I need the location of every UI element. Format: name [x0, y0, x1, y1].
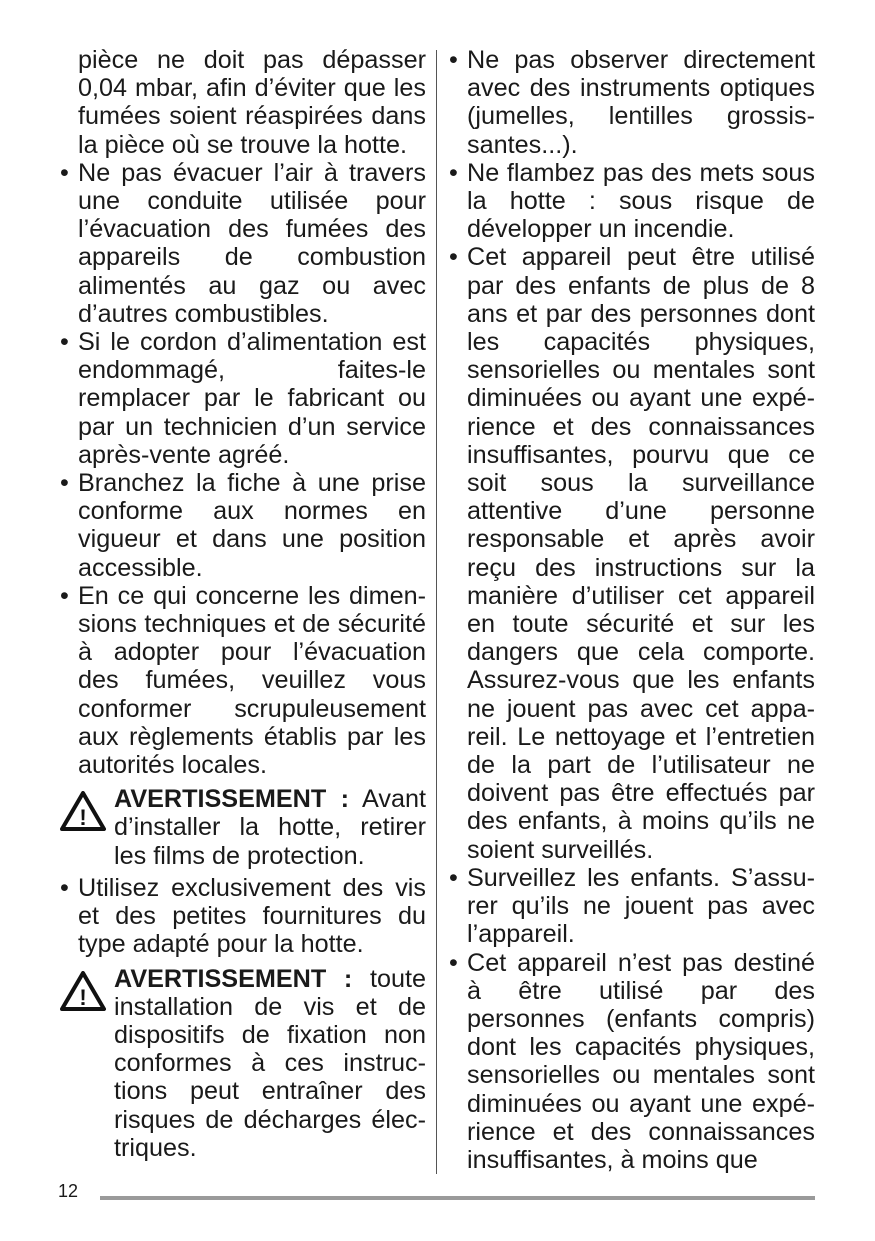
bullet-item	[447, 864, 815, 949]
warning-label: AVERTISSEMENT :	[114, 785, 350, 814]
page-number: 12	[58, 1181, 79, 1201]
left-column	[58, 46, 426, 1166]
bullet-item	[58, 328, 426, 469]
bullet-text: Utilisez exclusivement des vis et des petites fournitures du type adapté pour la hotte.	[78, 873, 426, 959]
warning-triangle-icon	[60, 791, 106, 831]
bullet-text: Cet appareil peut être utilisé par des enfants de plus de 8 ans et par des personnes dont les capacités physiques, sensorielles ou mentales sont diminuées ou ayant une expérience et des connaissances insuffisantes, pourvu que ce soit sous la surveillance attentive d’une personne responsable et après avoir reçu des instructions sur la manière d’utiliser cet appareil en toute sécurité et sur les dangers que cela comporte. Assurez-vous que les enfants ne jouent pas avec cet appareil. Le nettoyage et l’entretien de la part de l’utilisateur ne doivent pas être effectués par des enfants, à moins qu’ils ne soient surveillés.	[467, 243, 815, 864]
bullet-symbol: •	[60, 581, 69, 610]
warning-glyph: !	[79, 984, 87, 1010]
bullet-text: Si le cordon d’alimentation est endommagé, faites-le remplacer par le fabricant ou par un technicien d’un service après-vente agréé.	[78, 328, 426, 469]
intro-paragraph: pièce ne doit pas dépasser 0,04 mbar, afin d’éviter que les fumées soient réaspirées dans la pièce où se trouve la hotte.	[78, 46, 426, 159]
bullet-item	[447, 243, 815, 863]
bullet-text: Ne pas évacuer l’air à travers une conduite utilisée pour l’évacuation des fumées des appareils de combustion alimentés au gaz ou avec d’autres combustibles.	[78, 158, 426, 328]
bullet-symbol: •	[60, 158, 69, 187]
warning-block	[58, 965, 426, 1162]
bullet-text: Ne flambez pas des mets sous la hotte : sous risque de développer un incendie.	[467, 158, 815, 244]
bullet-symbol: •	[60, 328, 69, 357]
warning-text: toute installation de vis et de dispositifs de fixation non conformes à ces instructions peut entraîner des risques de décharges électriques.	[114, 964, 426, 1162]
footer-rule	[100, 1196, 815, 1200]
bullet-item	[58, 469, 426, 582]
column-divider	[436, 50, 437, 1174]
warning-triangle-icon	[60, 971, 106, 1011]
bullet-text: Surveillez les enfants. S’assurer qu’ils ne jouent pas avec l’appareil.	[467, 863, 815, 949]
bullet-text: Cet appareil n’est pas destiné à être utilisé par des personnes (enfants compris) dont les capacités physiques, sensorielles ou mentales sont diminuées ou ayant une expérience et des connaissances insuffisantes, à moins que	[467, 948, 815, 1174]
bullet-symbol: •	[60, 873, 69, 902]
bullet-item	[58, 874, 426, 959]
warning-block	[58, 785, 426, 870]
warning-label: AVERTISSEMENT :	[114, 964, 353, 993]
bullet-item	[58, 159, 426, 328]
bullet-symbol: •	[449, 948, 458, 977]
bullet-text: Branchez la fiche à une prise conforme aux normes en vigueur et dans une position accessible.	[78, 469, 426, 582]
bullet-symbol: •	[449, 243, 458, 272]
bullet-symbol: •	[449, 863, 458, 892]
bullet-item	[447, 46, 815, 159]
bullet-item	[447, 159, 815, 244]
bullet-symbol: •	[60, 469, 69, 498]
bullet-item	[447, 949, 815, 1175]
bullet-text: En ce qui concerne les dimensions techniques et de sécurité à adopter pour l’évacuation des fumées, veuillez vous conformer scrupuleusement aux règlements établis par les autorités locales.	[78, 581, 426, 780]
bullet-item	[58, 582, 426, 779]
bullet-symbol: •	[449, 46, 458, 74]
right-column	[447, 46, 815, 1174]
warning-glyph: !	[79, 805, 87, 831]
bullet-text: Ne pas observer directement avec des instruments optiques (jumelles, lentilles grossissantes...).	[467, 46, 815, 159]
bullet-symbol: •	[449, 158, 458, 187]
warning-text: Avant d’installer la hotte, retirer les films de protection.	[114, 785, 427, 870]
